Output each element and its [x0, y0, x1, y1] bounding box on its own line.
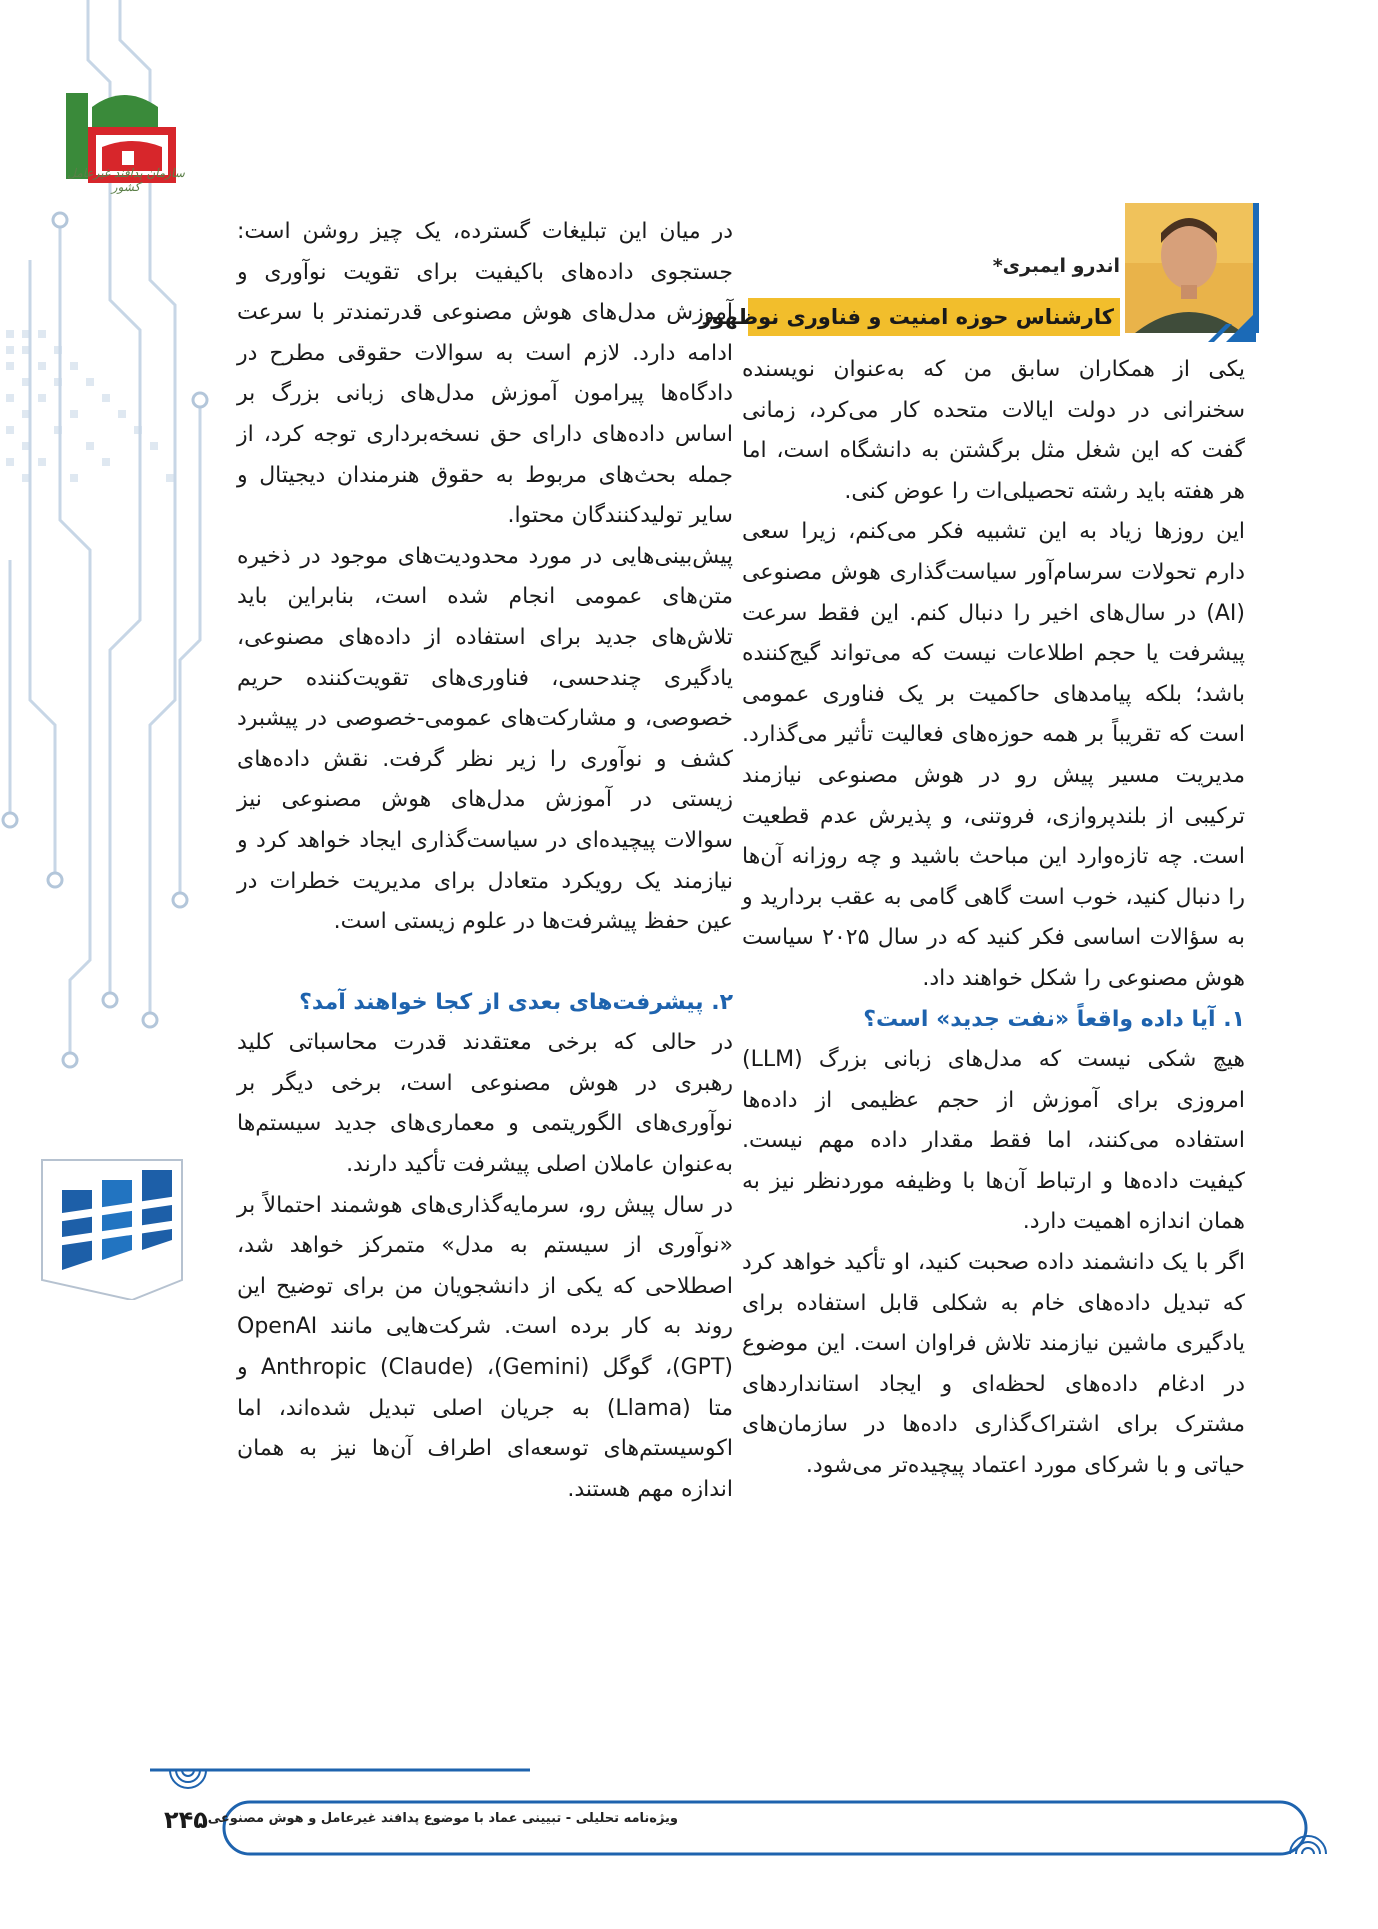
circuit-decoration — [0, 0, 240, 1929]
paragraph: پیش‌بینی‌هایی در مورد محدودیت‌های موجود در ذخیره متن‌های عمومی انجام شده است، بنابراین باید تلاش‌های جدید برای استفاده از داده‌های مصنوعی، یادگیری چندحسی، فناوری‌های تقویت‌کننده حریم خصوصی، و مشارکت‌های عمومی-خصوصی در پیشبرد کشف و نوآوری را زیر نظر گرفت. نقش داده‌های زیستی در آموزش مدل‌های هوش مصنوعی نیز سوالات پیچیده‌ای در سیاست‌گذاری ایجاد خواهد کرد و نیازمند یک رویکرد متعادل برای مدیریت خطرات در عین حفظ پیشرفت‌ها در علوم زیستی است. — [237, 543, 733, 935]
article-column-right — [742, 350, 1245, 1487]
author-title — [699, 298, 1120, 336]
paragraph: یکی از همکاران سابق من که به‌عنوان نویسنده سخنرانی در دولت ایالات متحده کار می‌کرد، زمانی گفت که این شغل مثل برگشتن به دانشگاه است، اما هر هفته باید رشته تحصیلی‌ات را عوض کنی. — [742, 357, 1245, 504]
paragraph: در سال پیش رو، سرمایه‌گذاری‌های هوشمند احتمالاً بر «نوآوری از سیستم به مدل» متمرکز خواهد شد، اصطلاحی که یکی از دانشجویان من برای توضیح این روند به کار برده است. شرکت‌هایی مانند OpenAI (GPT)، گوگل (Gemini)، Anthropic (Claude) و متا (Llama) به جریان اصلی تبدیل شده‌اند، اما اکوسیستم‌های توسعه‌ای اطراف آن‌ها نیز به همان اندازه مهم هستند. — [237, 1192, 733, 1502]
paragraph: اگر با یک دانشمند داده صحبت کنید، او تأکید خواهد کرد که تبدیل داده‌های خام به شکلی قابل استفاده برای یادگیری ماشین نیازمند تلاش فراوان است. این موضوع در ادغام داده‌های لحظه‌ای و ایجاد استانداردهای مشترک برای اشتراک‌گذاری داده‌ها در سازمان‌های حیاتی و با شرکای مورد اعتماد پیچیده‌تر می‌شود. — [742, 1250, 1245, 1479]
emad-logo — [22, 1130, 200, 1300]
author-name: اندرو ایمبری* — [992, 255, 1120, 277]
page-number: ۲۴۵ — [164, 1806, 208, 1834]
paragraph: در میان این تبلیغات گسترده، یک چیز روشن است: جستجوی داده‌های باکیفیت برای تقویت نوآوری و آموزش مدل‌های هوش مصنوعی قدرتمندتر با سرعت ادامه دارد. لازم است به سوالات حقوقی مطرح در دادگاه‌ها پیرامون آموزش مدل‌های زبانی بزرگ بر اساس داده‌های دارای حق نسخه‌برداری توجه کرد، از جمله بحث‌های مربوط به حقوق هنرمندان دیجیتال و سایر تولیدکنندگان محتوا. — [237, 219, 733, 529]
footer-text: ویژه‌نامه تحلیلی - تبیینی عماد با موضوع پدافند غیرعامل و هوش مصنوعی — [207, 1811, 678, 1826]
corner-decoration — [1206, 306, 1256, 342]
section-heading-1: ۱. آیا داده واقعاً «نفت جدید» است؟ — [863, 1006, 1245, 1032]
logo-caption: سازمان پدافند غیرعامل کشور — [67, 166, 185, 194]
author-title-text: کارشناس حوزه امنیت و فناوری نوظهور — [699, 305, 1114, 329]
paragraph: در حالی که برخی معتقدند قدرت محاسباتی کلید رهبری در هوش مصنوعی است، برخی دیگر بر نوآوری‌های الگوریتمی و معماری‌های جدید سیستم‌ها به‌عنوان عاملان اصلی پیشرفت تأکید دارند. — [237, 1030, 733, 1178]
paragraph: این روزها زیاد به این تشبیه فکر می‌کنم، زیرا سعی دارم تحولات سرسام‌آور سیاست‌گذاری هوش مصنوعی (AI) در سال‌های اخیر را دنبال کنم. این فقط سرعت پیشرفت یا حجم اطلاعات نیست که می‌تواند گیج‌کننده باشد؛ بلکه پیامدهای حاکمیت بر یک فناوری عمومی است که تقریباً بر همه حوزه‌های فعالیت تأثیر می‌گذارد. مدیریت مسیر پیش رو در هوش مصنوعی نیازمند ترکیبی از بلندپروازی، فروتنی، و پذیرش عدم قطعیت است. چه تازه‌وارد این مباحث باشید و چه روزانه آن‌ها را دنبال کنید، خوب است گاهی گامی به عقب بردارید و به سؤالات اساسی فکر کنید که در سال ۲۰۲۵ سیاست هوش مصنوعی را شکل خواهند داد. — [742, 519, 1245, 991]
paragraph: هیچ شکی نیست که مدل‌های زبانی بزرگ (LLM) امروزی برای آموزش از حجم عظیمی از داده‌ها استفاده می‌کنند، اما فقط مقدار داده مهم نیست. کیفیت داده‌ها و ارتباط آن‌ها با وظیفه موردنظر نیز به همان اندازه اهمیت دارد. — [742, 1047, 1245, 1235]
article-column-left — [237, 212, 733, 1510]
section-heading-2: ۲. پیشرفت‌های بعدی از کجا خواهند آمد؟ — [299, 989, 733, 1015]
